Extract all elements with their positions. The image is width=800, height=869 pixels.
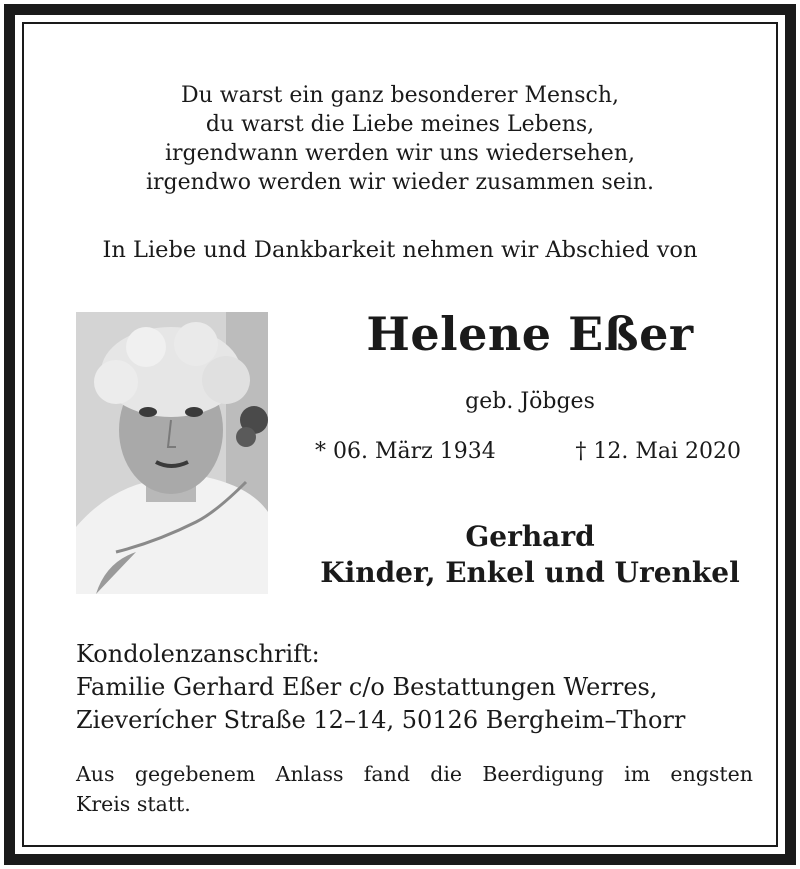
poem — [15, 81, 785, 197]
obituary-frame — [4, 4, 796, 865]
poem-line: irgendwo werden wir wieder zusammen sein. — [145, 170, 655, 195]
mourner-spouse: Gerhard — [465, 520, 595, 553]
birth-name: geb. Jöbges — [465, 389, 595, 414]
mourners — [295, 519, 765, 591]
mourner-family: Kinder, Enkel und Urenkel — [320, 556, 740, 589]
portrait-illustration — [76, 312, 268, 594]
poem-line: du warst die Liebe meines Lebens, — [205, 112, 595, 137]
address-label: Kondolenzanschrift: — [76, 640, 320, 668]
birth-date: * 06. März 1934 — [315, 439, 496, 464]
note-line: Aus gegebenem Anlass fand die Beerdigung im engsten — [76, 762, 753, 786]
poem-line: Du warst ein ganz besonderer Mensch, — [180, 83, 619, 108]
farewell-intro: In Liebe und Dankbarkeit nehmen wir Abschied von — [102, 237, 698, 263]
burial-note — [76, 759, 753, 819]
deceased-name: Helene Eßer — [366, 307, 694, 361]
note-line: Kreis statt. — [76, 792, 191, 816]
death-date: † 12. Mai 2020 — [575, 439, 741, 464]
portrait-photo — [76, 312, 268, 594]
address-line: Zieverícher Straße 12–14, 50126 Bergheim–Thorr — [76, 706, 686, 734]
address-line: Familie Gerhard Eßer c/o Bestattungen Werres, — [76, 673, 658, 701]
poem-line: irgendwann werden wir uns wiedersehen, — [165, 141, 635, 166]
condolence-address — [76, 638, 685, 737]
